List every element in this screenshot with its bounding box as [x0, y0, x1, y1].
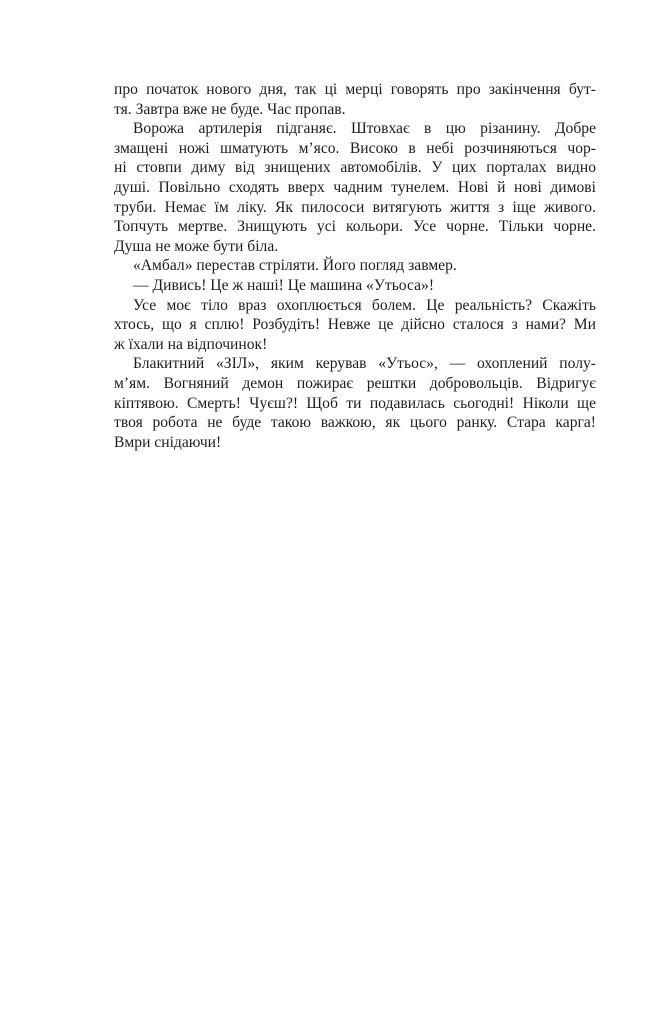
text-line: ж їхали на відпочинок!: [114, 335, 268, 353]
text-line: Блакитний «ЗІЛ», яким керував «Утьос», — охоплений полу-: [133, 355, 596, 373]
paragraph-3: [114, 256, 596, 276]
paragraph-4: [114, 276, 596, 296]
text-line: Душа не може бути біла.: [114, 237, 279, 255]
text-line: Усе моє тіло враз охоплюється болем. Це реальність? Скажіть: [133, 296, 596, 314]
body-text: [114, 80, 596, 452]
text-line: твоя робота не буде такою важкою, як цього ранку. Стара карга!: [114, 414, 596, 432]
text-line: ні стовпи диму від знищених автомобілів. У цих порталах видно: [114, 159, 596, 177]
text-line: хтось, що я сплю! Розбудіть! Невже це дійсно сталося з нами? Ми: [114, 316, 596, 334]
paragraph-6: [114, 354, 596, 452]
text-line: тя. Завтра вже не буде. Час пропав.: [114, 100, 346, 118]
text-line: про початок нового дня, так ці мерці говорять про закінчення бут-: [114, 81, 596, 98]
text-line: змащені ножі шматують м’ясо. Високо в небі розчиняються чор-: [114, 139, 596, 157]
text-line: м’ям. Вогняний демон пожирає рештки добровольців. Відригує: [114, 374, 596, 392]
text-line: душі. Повільно сходять вверх чадним тунелем. Нові й нові димові: [114, 178, 596, 196]
text-line: Ворожа артилерія підганяє. Штовхає в цю різанину. Добре: [133, 120, 596, 138]
paragraph-2: [114, 119, 596, 256]
paragraph-1: [114, 80, 596, 119]
paragraph-5: [114, 296, 596, 355]
text-line: труби. Немає їм ліку. Як пилососи витягують життя з іще живого.: [114, 198, 596, 216]
text-line: — Дивись! Це ж наші! Це машина «Утьоса»!: [133, 276, 435, 294]
text-line: кіптявою. Смерть! Чуєш?! Щоб ти подавилась сьогодні! Ніколи ще: [114, 394, 596, 412]
text-line: «Амбал» перестав стріляти. Його погляд завмер.: [133, 257, 457, 275]
text-line: Топчуть мертве. Знищують усі кольори. Усе чорне. Тільки чорне.: [114, 218, 596, 236]
text-line: Вмри снідаючи!: [114, 433, 222, 451]
